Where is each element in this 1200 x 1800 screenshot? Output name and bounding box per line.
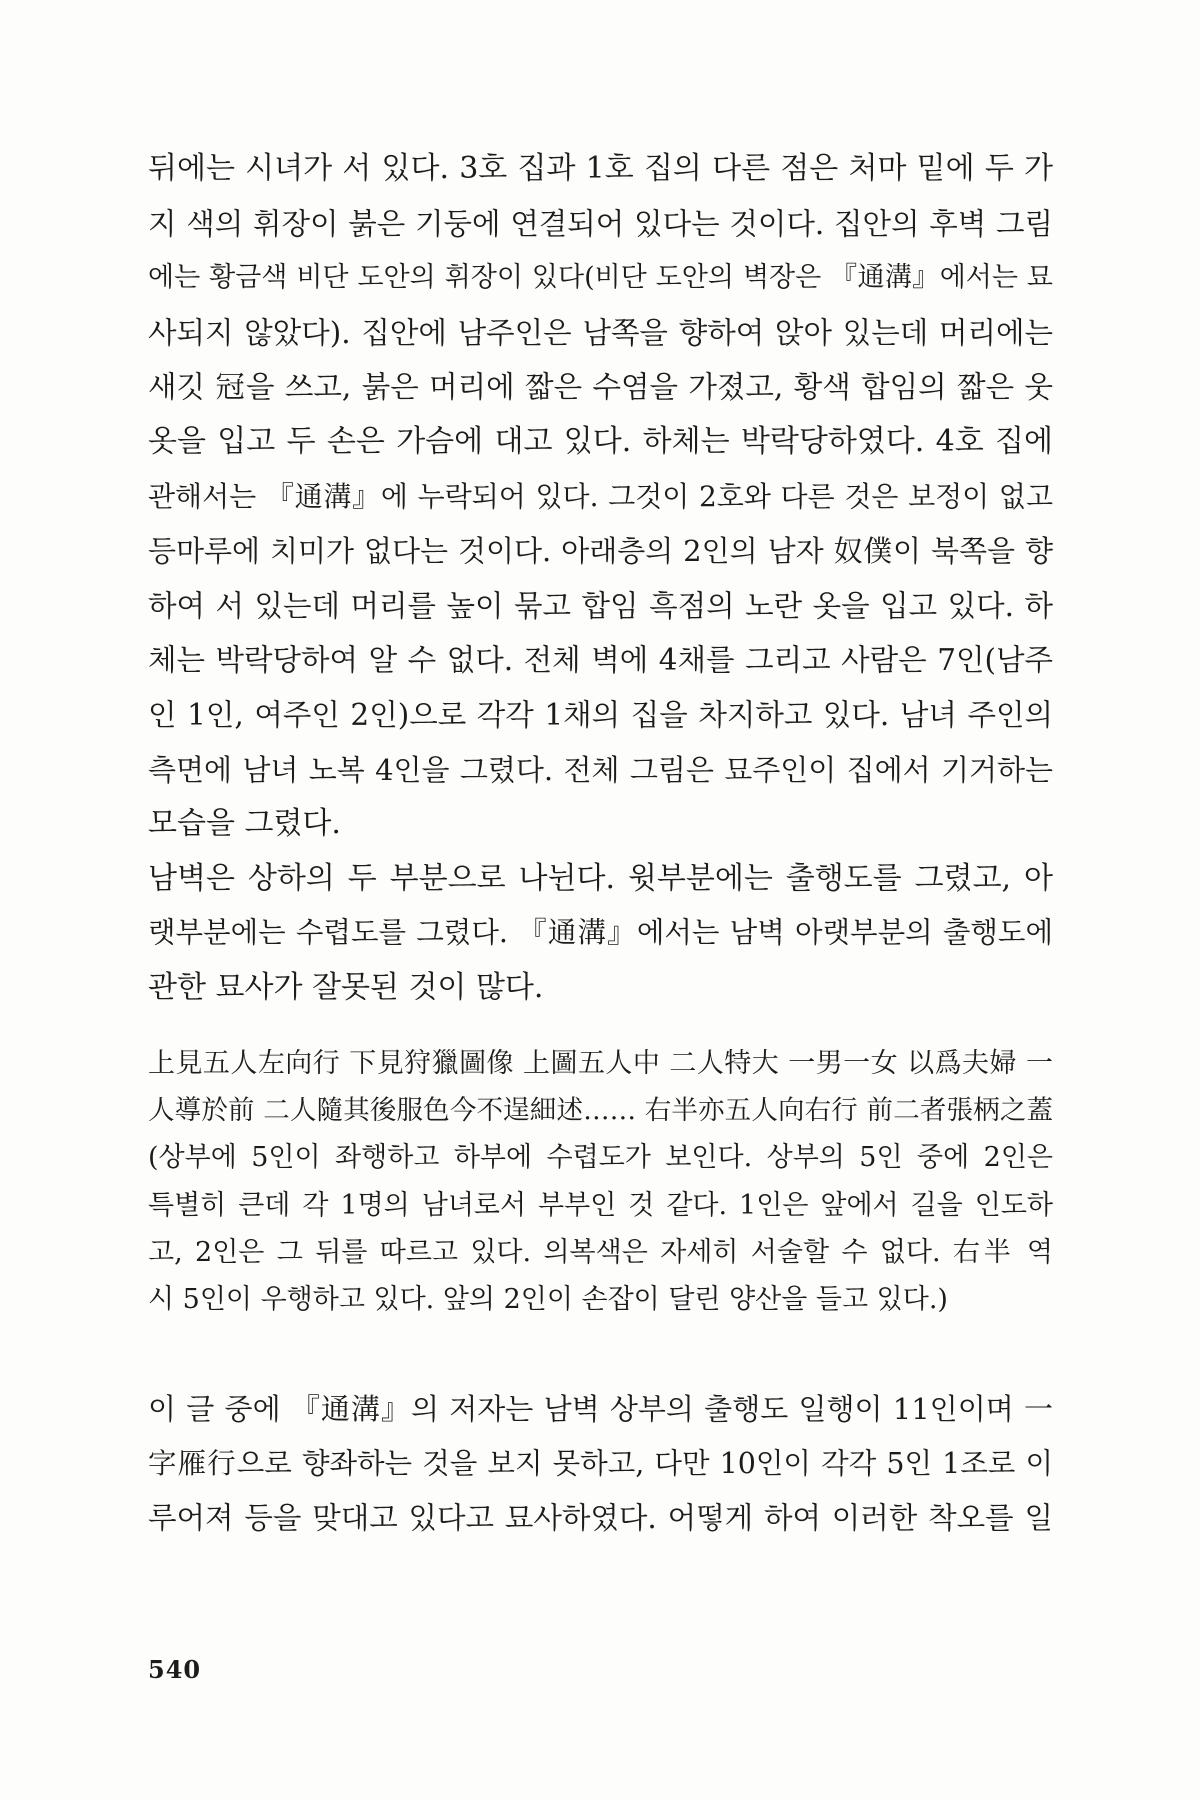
quote-line: 上見五人左向行 下見狩獵圖像 上圖五人中 二人特大 一男一女 以爲夫婦 一 (148, 1048, 1053, 1079)
quote-line: (상부에 5인이 좌행하고 하부에 수렵도가 보인다. 상부의 5인 중에 2인은 (148, 1142, 1053, 1174)
quote-line: 특별히 큰데 각 1명의 남녀로서 부부인 것 같다. 1인은 앞에서 길을 인도하 (148, 1189, 1053, 1221)
text-line: 이 글 중에 『通溝』의 저자는 남벽 상부의 출행도 일행이 11인이며 一 (148, 1392, 1053, 1426)
text-line: 字雁行으로 향좌하는 것을 보지 못하고, 다만 10인이 각각 5인 1조로 이 (148, 1446, 1053, 1480)
block-quotation (148, 1040, 1053, 1323)
text-line: 관한 묘사가 잘못된 것이 많다. (148, 969, 544, 1005)
text-line: 지 색의 휘장이 붉은 기둥에 연결되어 있다는 것이다. 집안의 후벽 그림 (148, 206, 1053, 241)
text-line: 인 1인, 여주인 2인)으로 각각 1채의 집을 차지하고 있다. 남녀 주인의 (148, 697, 1053, 732)
text-line: 관해서는 『通溝』에 누락되어 있다. 그것이 2호와 다른 것은 보정이 없고 (148, 479, 1053, 513)
paragraph-3 (148, 1382, 1053, 1546)
text-line: 새깃 冠을 쓰고, 붉은 머리에 짧은 수염을 가졌고, 황색 합임의 짧은 웃 (148, 370, 1053, 405)
text-line: 랫부분에는 수렵도를 그렸다. 『通溝』에서는 남벽 아랫부분의 출행도에 (148, 916, 1053, 950)
text-line: 등마루에 치미가 없다는 것이다. 아래층의 2인의 남자 奴僕이 북쪽을 향 (148, 534, 1053, 569)
text-line: 사되지 않았다). 집안에 남주인은 남쪽을 향하여 앉아 있는데 머리에는 (148, 315, 1053, 350)
text-line: 하여 서 있는데 머리를 높이 묶고 합임 흑점의 노란 옷을 입고 있다. 하 (148, 588, 1053, 623)
text-line: 에는 황금색 비단 도안의 휘장이 있다(비단 도안의 벽장은 『通溝』에서는 묘 (148, 262, 1053, 294)
text-line: 모습을 그렸다. (148, 806, 341, 842)
text-line: 남벽은 상하의 두 부분으로 나뉜다. 윗부분에는 출행도를 그렸고, 아 (148, 860, 1053, 896)
text-line: 뒤에는 시녀가 서 있다. 3호 집과 1호 집의 다른 점은 처마 밑에 두 가 (148, 151, 1053, 186)
paragraph-2 (148, 852, 1053, 1016)
page-number: 540 (148, 1655, 202, 1684)
paragraph-1 (148, 142, 1053, 852)
text-line: 체는 박락당하여 알 수 없다. 전체 벽에 4채를 그리고 사람은 7인(남주 (148, 643, 1053, 678)
quote-line: 시 5인이 우행하고 있다. 앞의 2인이 손잡이 달린 양산을 들고 있다.) (148, 1283, 948, 1315)
text-line: 루어져 등을 맞대고 있다고 묘사하였다. 어떻게 하여 이러한 착오를 일 (148, 1501, 1053, 1536)
text-line: 측면에 남녀 노복 4인을 그렸다. 전체 그림은 묘주인이 집에서 기거하는 (148, 752, 1053, 787)
text-line: 옷을 입고 두 손은 가슴에 대고 있다. 하체는 박락당하였다. 4호 집에 (148, 423, 1053, 459)
quote-line: 人導於前 二人隨其後服色今不逞細述…… 右半亦五人向右行 前二者張柄之蓋 (148, 1095, 1053, 1127)
quote-line: 고, 2인은 그 뒤를 따르고 있다. 의복색은 자세히 서술할 수 없다. 右半 역 (148, 1236, 1053, 1268)
main-text (148, 142, 1053, 1016)
